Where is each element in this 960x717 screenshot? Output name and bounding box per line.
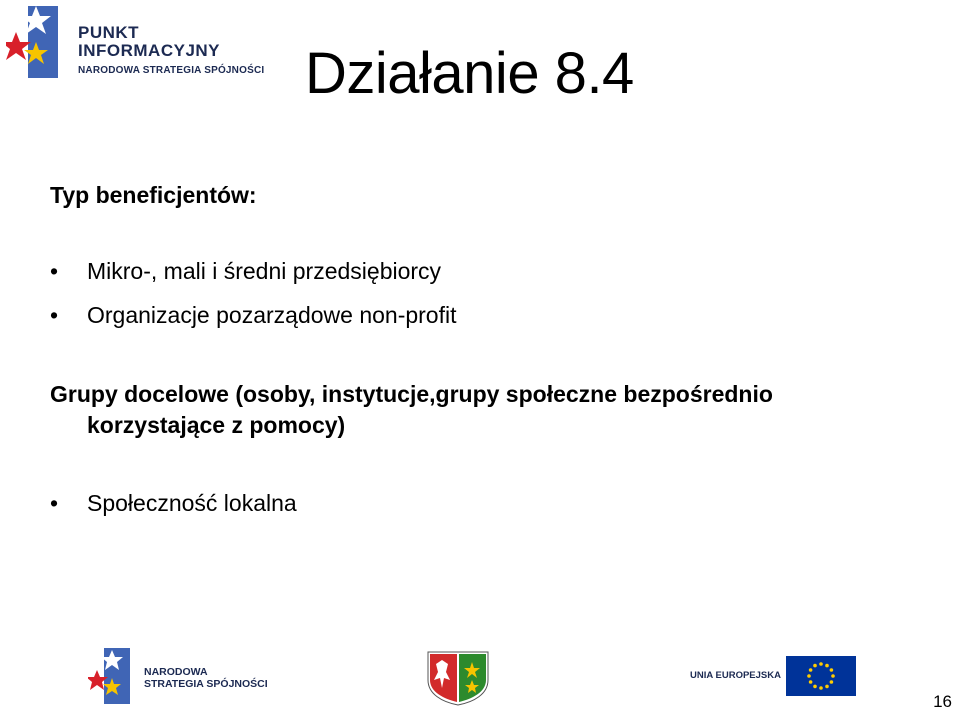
punkt-informacyjny-logo [6, 2, 265, 82]
target-groups-heading-line1: Grupy docelowe (osoby, instytucje,grupy społeczne bezpośrednio [50, 381, 773, 407]
eu-label: UNIA EUROPEJSKA [690, 670, 781, 681]
bullet-icon: • [50, 490, 59, 516]
nss-star-logo-icon [6, 2, 66, 80]
target-groups-heading-line2: korzystające z pomocy) [87, 412, 346, 438]
target-groups-heading [50, 379, 773, 441]
beneficiary-item [50, 302, 456, 329]
eu-flag-icon [786, 656, 856, 696]
nss-footer-logo [88, 646, 278, 708]
bullet-icon: • [50, 302, 59, 328]
bullet-icon: • [50, 258, 59, 284]
eu-footer-logo [688, 656, 860, 696]
target-group-item [50, 490, 297, 517]
logo-line-strategy: NARODOWA STRATEGIA SPÓJNOŚCI [78, 65, 265, 76]
nss-star-logo-icon [88, 646, 134, 706]
page-number: 16 [933, 692, 952, 711]
beneficiary-text: Mikro-, mali i średni przedsiębiorcy [87, 258, 442, 284]
coat-of-arms-icon [426, 650, 490, 706]
beneficiary-item [50, 258, 441, 285]
nss-footer-line2: STRATEGIA SPÓJNOŚCI [144, 678, 268, 690]
beneficiary-text: Organizacje pozarządowe non-profit [87, 302, 457, 328]
logo-line-informacyjny: INFORMACYJNY [78, 41, 221, 60]
logo-line-punkt: PUNKT [78, 23, 140, 42]
nss-footer-text [144, 666, 268, 690]
nss-footer-line1: NARODOWA [144, 666, 208, 678]
beneficiaries-heading: Typ beneficjentów: [50, 182, 257, 208]
target-group-text: Społeczność lokalna [87, 490, 297, 516]
slide-title: Działanie 8.4 [305, 41, 634, 106]
